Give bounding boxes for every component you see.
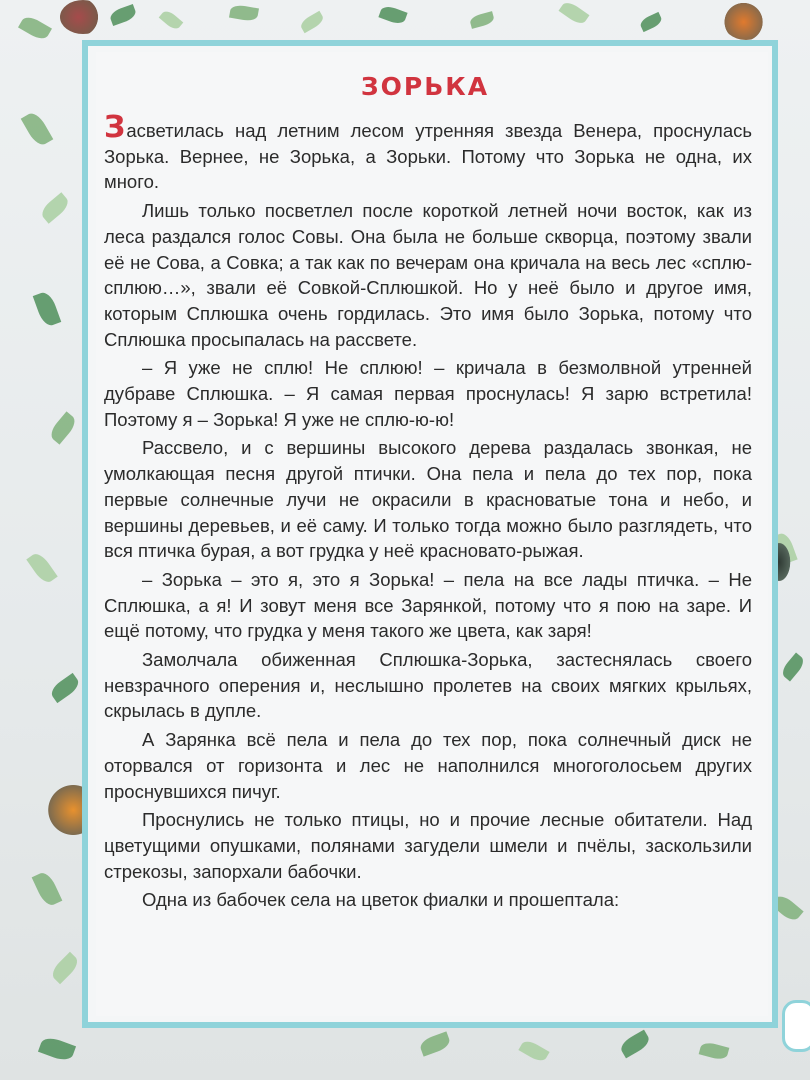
paragraph: – Зорька – это я, это я Зорька! – пела на все лады птичка. – Не Сплюшка, а я! И зовут меня все Зарянкой, потому что я пою на заре. И ещё потому, что грудка у меня такого же цвета, как заря! <box>104 568 752 642</box>
paragraph: Рассвело, и с вершины высокого дерева раздалась звонкая, не умолкающая песня другой птички. Она пела и пела до тех пор, пока первые солнечные лучи не окрасили в красноватые тона и небо, и вершины деревьев, и её саму. И только тогда можно было разглядеть, что вся птичка бурая, а вот грудка у неё красновато-рыжая. <box>104 437 752 562</box>
bird-illustration-top-right <box>722 0 770 40</box>
story-title: ЗОРЬКА <box>360 72 490 101</box>
paragraph: Замолчала обиженная Сплюшка-Зорька, застеснялась своего невзрачного оперения и, неслышно пролетев на своих мягких крыльях, скрылась в дупле. <box>104 649 752 722</box>
paragraph: А Зарянка всё пела и пела до тех пор, пока солнечный диск не оторвался от горизонта и лес не наполнился многоголосьем других проснувшихся пичуг. <box>104 729 752 802</box>
paragraph: Проснулись не только птицы, но и прочие лесные обитатели. Над цветущими опушками, полянами загудели шмели и пчёлы, заскользили стрекозы, запорхали бабочки. <box>104 809 752 882</box>
bird-illustration-top-left <box>60 0 106 34</box>
paragraph <box>104 110 752 195</box>
story-text <box>104 110 752 916</box>
paragraph: – Я уже не сплю! Не сплюю! – кричала в безмолвной утренней дубраве Сплюшка. – Я самая первая проснулась! Я зарю встретила! Поэтому я – Зорька! Я уже не сплю-ю-ю! <box>104 357 752 430</box>
paragraph: Лишь только посветлел после короткой летней ночи восток, как из леса раздался голос Совы. Она была не больше скворца, поэтому звали её не Сова, а Совка; а так как по вечерам она кричала на весь лес «сплю-сплюю…», звали её Совкой-Сплюшкой. Но у неё было и другое имя, которым Сплюшка очень гордилась. Это имя было Зорька, потому что Сплюшка просыпалась на рассвете. <box>104 200 752 350</box>
drop-cap: З <box>104 110 126 145</box>
page-number-tab <box>782 1000 810 1052</box>
paragraph-text: асветилась над летним лесом утренняя звезда Венера, проснулась Зорька. Вернее, не Зорька, а Зорьки. Потому что Зорька не одна, их много. <box>104 120 752 193</box>
paragraph: Одна из бабочек села на цветок фиалки и прошептала: <box>142 889 620 911</box>
